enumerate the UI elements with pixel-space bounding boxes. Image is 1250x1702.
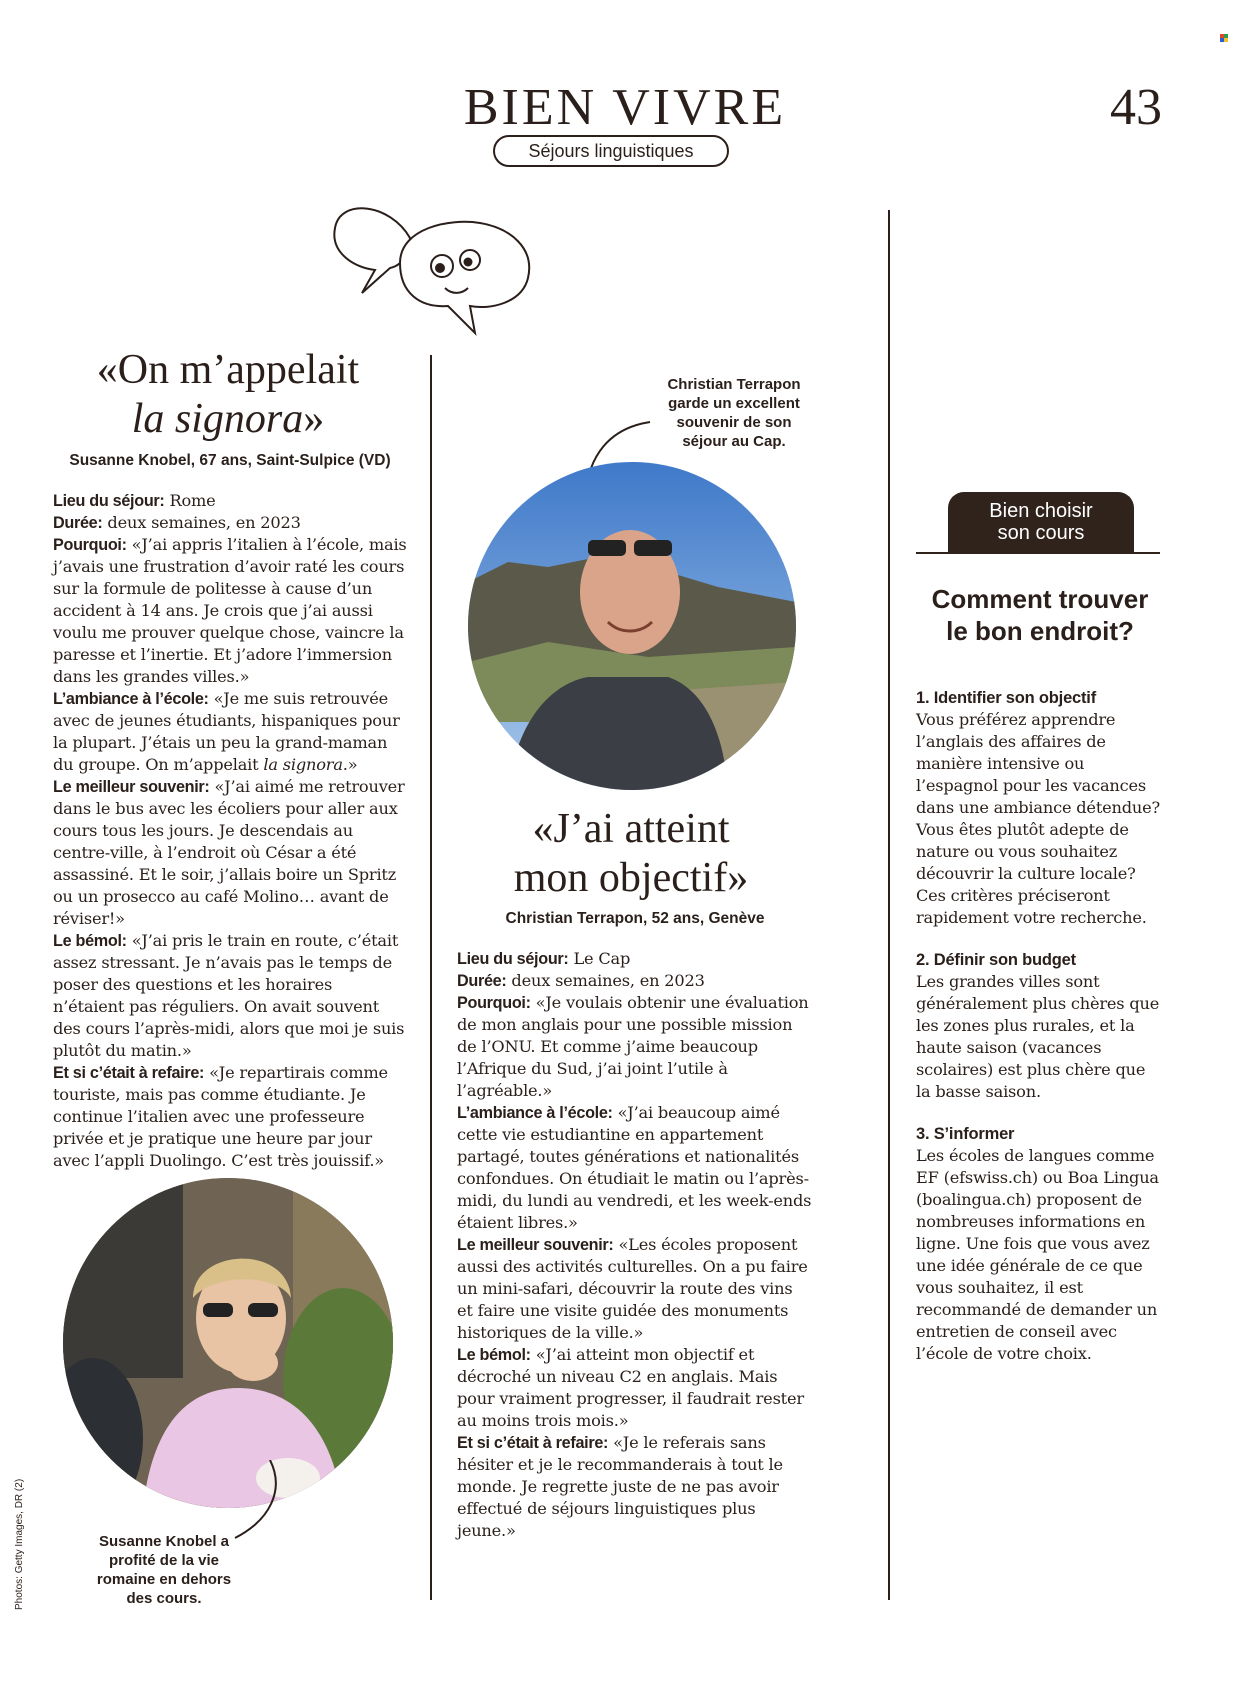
sidebar-title bbox=[905, 583, 1175, 647]
article1-para-place: Lieu du séjour: Rome bbox=[53, 491, 216, 510]
christian-photo-caption: Christian Terrapon garde un excellent souvenir de son séjour au Cap. bbox=[667, 376, 801, 450]
sidebar-section-text: Les grandes villes sont généralement plus chères que les zones plus rurales, et la haute saison (vacances scolaires) est plus chère que la basse saison. bbox=[916, 972, 1160, 1101]
sidebar-section-heading: 2. Définir son budget bbox=[916, 951, 1076, 969]
sidebar-section-heading: 3. S’informer bbox=[916, 1125, 1015, 1143]
sidebar-section-text: Vous préférez apprendre l’anglais des affaires de manière intensive ou l’espagnol pour les vacances dans une ambiance détendue? Vous êtes plutôt adepte de nature ou vous souhaitez découvrir la culture locale? Ces critères préciseront rapidement votre recherche. bbox=[916, 710, 1160, 927]
article1-headline-end: » bbox=[303, 396, 325, 442]
susanne-photo-caption: Susanne Knobel a profité de la vie romaine en dehors des cours. bbox=[96, 1533, 232, 1607]
article2-byline: Christian Terrapon, 52 ans, Genève bbox=[505, 910, 765, 927]
susanne-photo-illustration bbox=[63, 1178, 393, 1508]
article2-para-place: Lieu du séjour: Le Cap bbox=[457, 949, 631, 968]
article2-para-downside: Le bémol: «J’ai atteint mon objectif et décroché un niveau C2 en anglais. Mais pour vraiment progresser, il faudrait rester au moins trois mois.» bbox=[457, 1345, 804, 1430]
article2-headline-line2: mon objectif» bbox=[513, 855, 749, 901]
article2-para-memory: Le meilleur souvenir: «Les écoles proposent aussi des activités culturelles. On a pu faire un mini-safari, découvrir la route des vins et faire une visite guidée des monuments historiques de la ville.» bbox=[457, 1235, 808, 1342]
sidebar-section-text: Les écoles de langues comme EF (efswiss.ch) ou Boa Lingua (boalingua.ch) proposent de nombreuses informations en ligne. Une fois que vous avez une idée générale de ce que vous souhaitez, il est recommandé de demander un entretien de conseil avec l’école de votre choix. bbox=[916, 1146, 1159, 1363]
sidebar-tab-line1: Bien choisir bbox=[989, 500, 1093, 522]
christian-photo bbox=[468, 462, 796, 790]
article1-headline bbox=[52, 346, 404, 444]
article2-body bbox=[457, 948, 812, 1542]
susanne-photo bbox=[63, 1178, 393, 1508]
speech-bubbles-illustration bbox=[330, 198, 540, 338]
article1-headline-line1: «On m’appelait bbox=[96, 347, 360, 393]
sidebar-section-3 bbox=[916, 1123, 1161, 1365]
sidebar-section-1 bbox=[916, 687, 1161, 929]
sidebar-tab-line2: son cours bbox=[997, 522, 1085, 544]
caption-pointer-susanne bbox=[230, 1460, 290, 1550]
christian-photo-illustration bbox=[468, 462, 796, 790]
article1-byline: Susanne Knobel, 67 ans, Saint-Sulpice (VD) bbox=[69, 452, 391, 469]
sidebar-tab bbox=[948, 492, 1134, 554]
sidebar-section-heading: 1. Identifier son objectif bbox=[916, 689, 1096, 707]
article2-para-why: Pourquoi: «Je voulais obtenir une évaluation de mon anglais pour une possible mission de l’ONU. Et comme j’aime beaucoup l’Afrique du Sud, j’ai joint l’utile à l’agréable.» bbox=[457, 993, 809, 1100]
article1-para-downside: Le bémol: «J’ai pris le train en route, c’était assez stressant. Je n’avais pas le temps de poser des questions et les horaires n’étaient pas réguliers. On avait souvent des cours l’après-midi, alors que moi je suis plutôt du matin.» bbox=[53, 931, 405, 1060]
section-title: BIEN VIVRE bbox=[463, 79, 787, 136]
sidebar-title-line1: Comment trouver bbox=[931, 584, 1149, 614]
article2-para-duration: Durée: deux semaines, en 2023 bbox=[457, 971, 705, 990]
article2-para-again: Et si c’était à refaire: «Je le referais sans hésiter et je le recommanderais à tout le monde. Je regrette juste de ne pas avoir effectué de séjours linguistiques plus jeune.» bbox=[457, 1433, 783, 1540]
column-divider-2 bbox=[888, 210, 890, 1600]
sidebar-body bbox=[916, 687, 1161, 1365]
article1-para-duration: Durée: deux semaines, en 2023 bbox=[53, 513, 301, 532]
article1-para-memory: Le meilleur souvenir: «J’ai aimé me retrouver dans le bus avec les écoliers pour aller aux cours tous les jours. Je descendais au centre-ville, à l’endroit où César a été assassiné. Et le soir, j’allais boire un Spritz ou un prosecco au café Molino… avant de réviser!» bbox=[53, 777, 405, 928]
article1-para-why: Pourquoi: «J’ai appris l’italien à l’école, mais j’avais une frustration d’avoir raté les cours sur la formule de politesse à cause d’un accident à 14 ans. Je crois que j’ai aussi voulu me prouver quelque chose, vaincre la paresse et l’inertie. Et j’adore l’immersion dans les grandes villes.» bbox=[53, 535, 407, 686]
article1-para-ambiance: L’ambiance à l’école: «Je me suis retrouvée avec de jeunes étudiants, hispaniques pour la plupart. J’étais un peu la grand-maman du groupe. On m’appelait la signora.» bbox=[53, 689, 400, 774]
subsection-pill: Séjours linguistiques bbox=[493, 135, 729, 167]
page-number: 43 bbox=[1110, 79, 1162, 136]
column-divider-1 bbox=[430, 355, 432, 1600]
color-mark bbox=[1220, 34, 1228, 42]
article1-headline-italic: la signora bbox=[131, 396, 304, 442]
sidebar-tab-rule bbox=[916, 552, 1160, 554]
sidebar-section-2 bbox=[916, 949, 1161, 1103]
article2-para-ambiance: L’ambiance à l’école: «J’ai beaucoup aimé cette vie estudiantine en appartement partagé, toutes générations et nationalités confondues. On étudiait le matin ou l’après-midi, du lundi au vendredi, et les week-ends étaient libres.» bbox=[457, 1103, 812, 1232]
article2-headline-line1: «J’ai atteint bbox=[532, 806, 730, 852]
photo-credit: Photos: Getty Images, DR (2) bbox=[14, 1478, 25, 1610]
article1-para-again: Et si c’était à refaire: «Je repartirais comme touriste, mais pas comme étudiante. Je continue l’italien avec une professeure privée et je pratique une heure par jour avec l’appli Duolingo. C’est très jouissif.» bbox=[53, 1063, 388, 1170]
sidebar-title-line2: le bon endroit? bbox=[946, 616, 1134, 646]
article1-body bbox=[53, 490, 408, 1172]
article2-headline bbox=[455, 805, 807, 903]
